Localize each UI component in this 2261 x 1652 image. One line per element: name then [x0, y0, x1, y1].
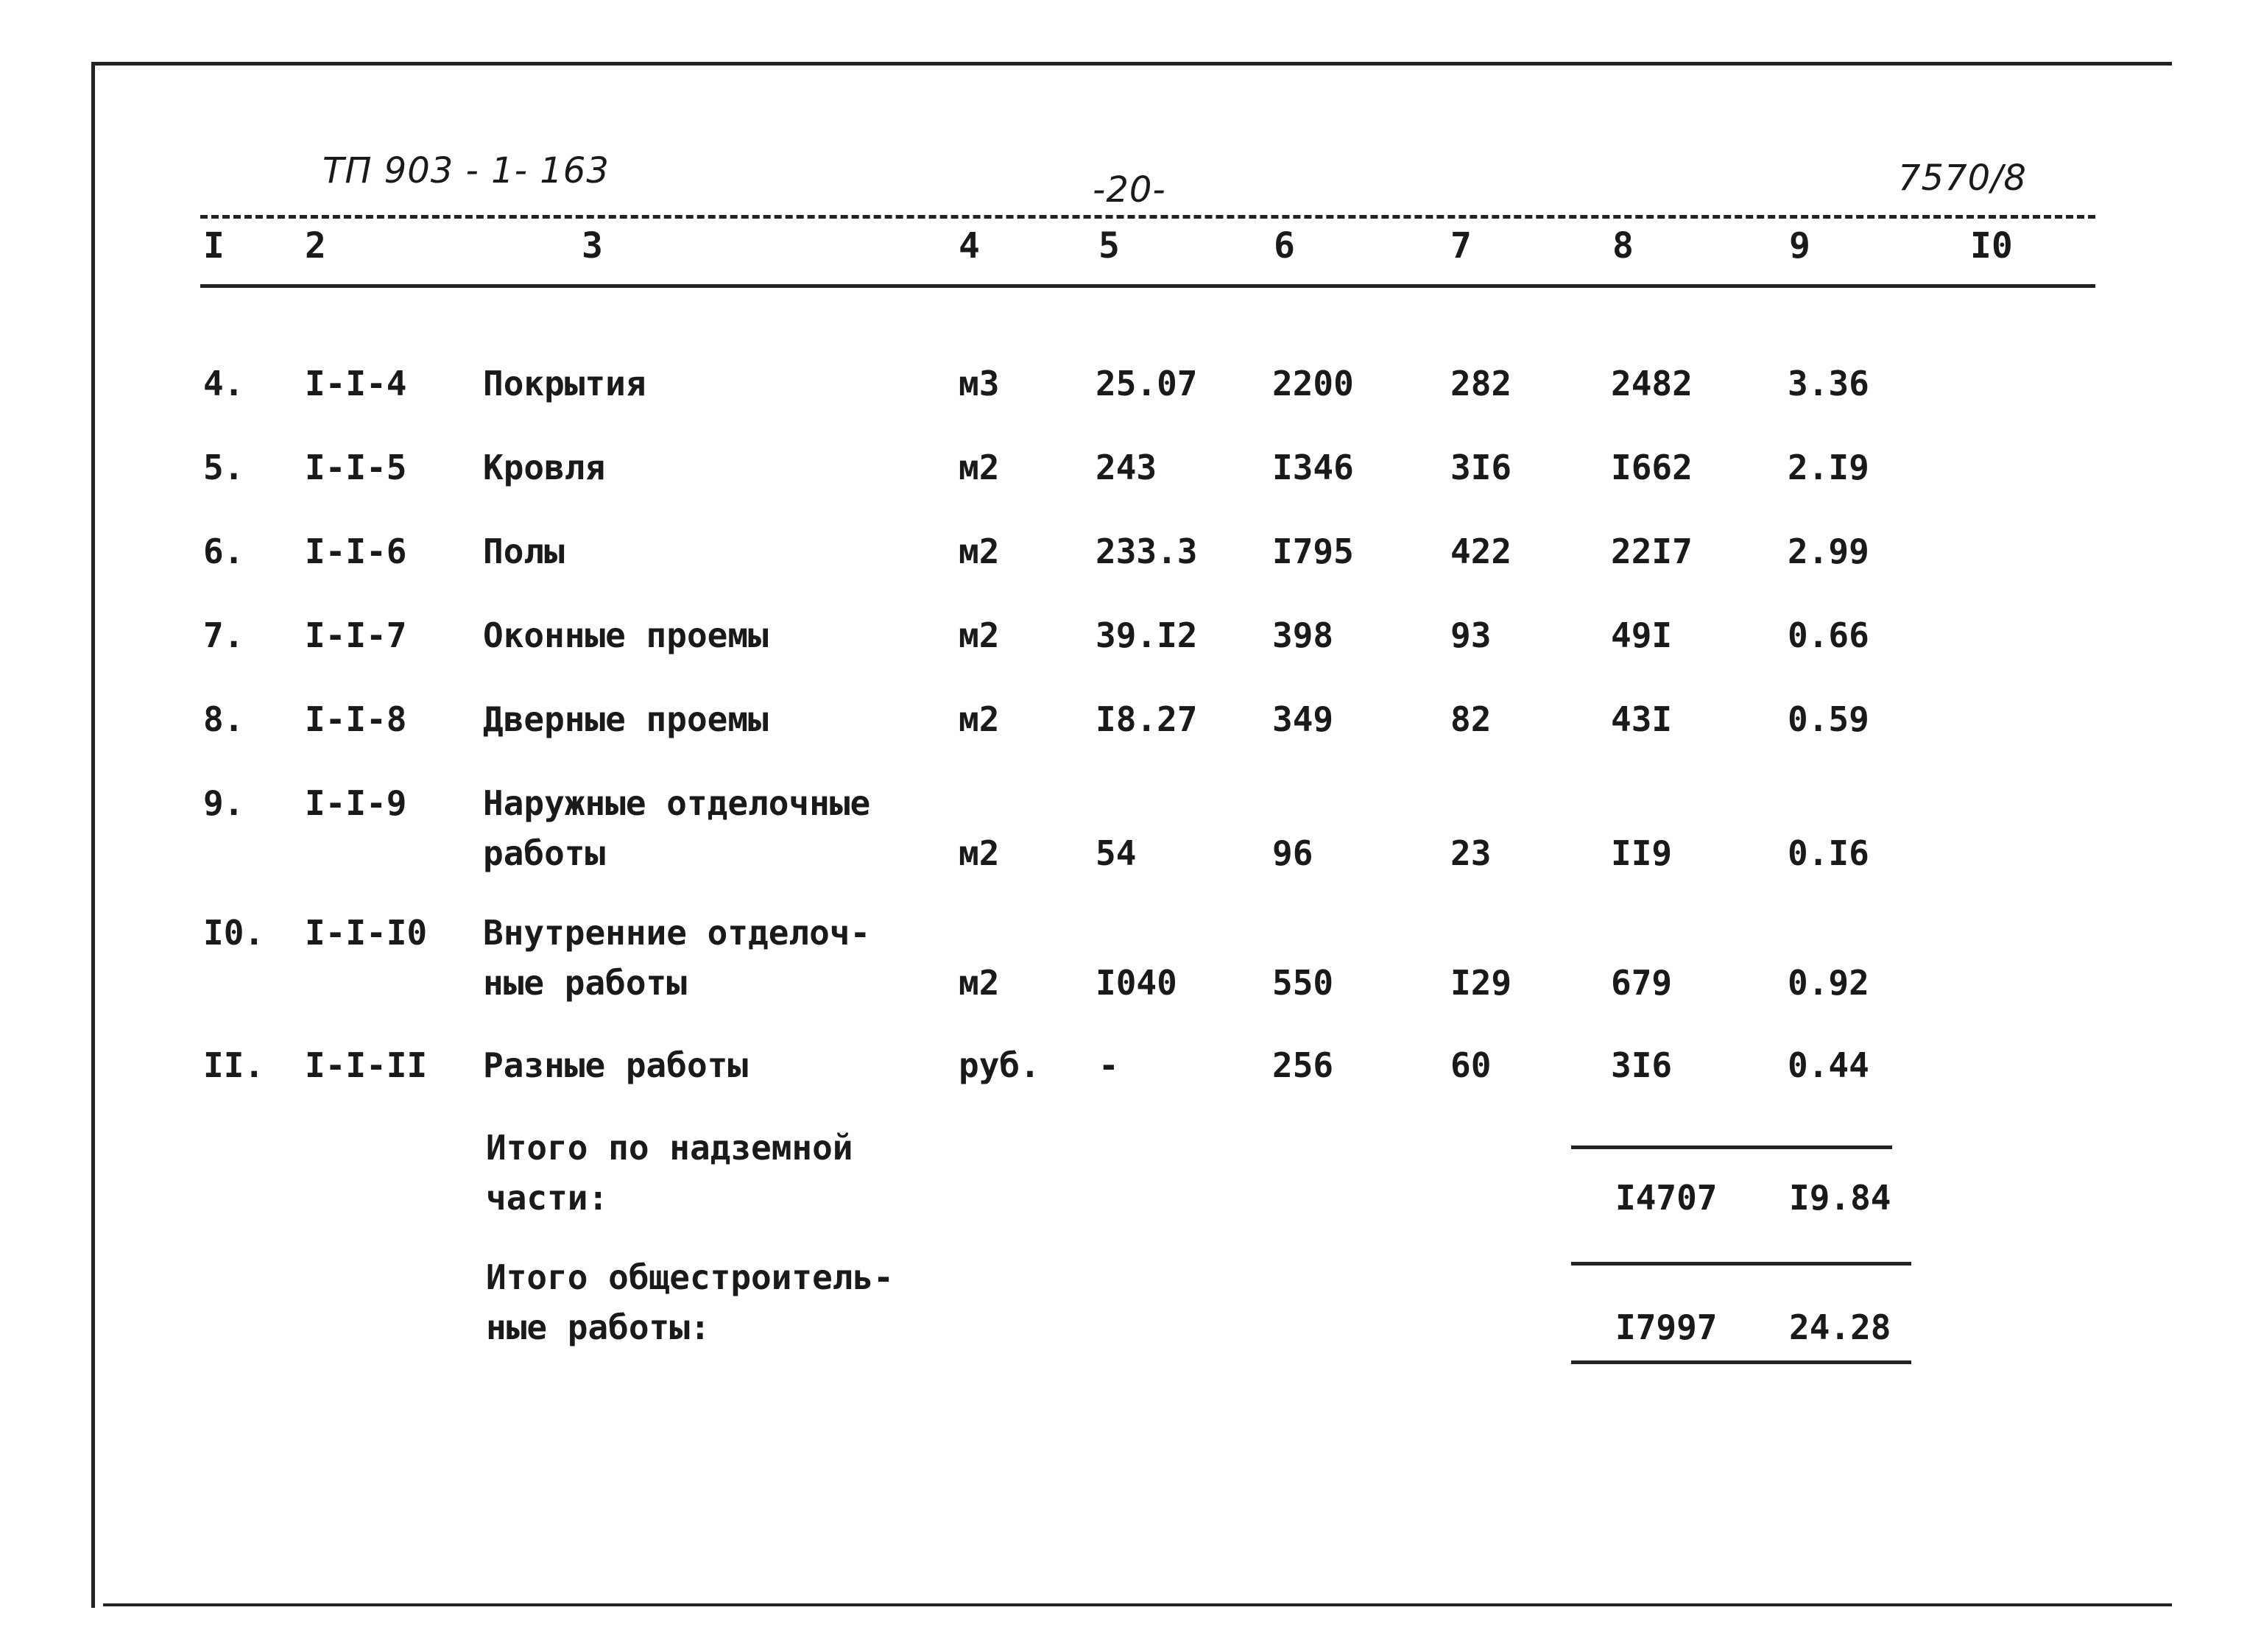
row-quantity: I8.27: [1096, 699, 1198, 739]
row-code: I-I-4: [305, 364, 407, 403]
row-col6: 256: [1272, 1045, 1334, 1085]
row-col7: 282: [1450, 364, 1512, 403]
total-col8: I4707: [1615, 1178, 1718, 1218]
doc-code: ТП 903 - 1- 163: [322, 150, 610, 191]
frame-left-border: [91, 62, 95, 1608]
row-col9: 0.92: [1788, 963, 1869, 1003]
row-quantity: -: [1098, 1045, 1119, 1085]
row-col6: 398: [1272, 615, 1334, 655]
total-col9: 24.28: [1789, 1307, 1891, 1347]
row-code: I-I-I0: [305, 913, 428, 953]
row-col7: 60: [1450, 1045, 1492, 1085]
row-col8: 679: [1611, 963, 1673, 1003]
total-label-line2: ные работы:: [486, 1307, 710, 1347]
column-header-6: 6: [1274, 225, 1295, 266]
row-col6: 550: [1272, 963, 1334, 1003]
row-number: I0.: [203, 913, 265, 953]
row-quantity: I040: [1096, 963, 1177, 1003]
row-col6: 349: [1272, 699, 1334, 739]
row-col9: 0.44: [1788, 1045, 1869, 1085]
row-col8: 3I6: [1611, 1045, 1673, 1085]
row-quantity: 243: [1096, 448, 1157, 487]
total-col9: I9.84: [1789, 1178, 1891, 1218]
row-number: 5.: [203, 448, 244, 487]
row-quantity: 54: [1096, 833, 1137, 873]
row-col7: 93: [1450, 615, 1492, 655]
row-col7: 23: [1450, 833, 1492, 873]
row-col9: 2.I9: [1788, 448, 1869, 487]
total-label-line1: Итого по надземной: [486, 1128, 853, 1168]
row-name: Разные работы: [483, 1045, 749, 1085]
total-underline: [1571, 1360, 1911, 1364]
column-header-3: 3: [582, 225, 603, 266]
column-header-9: 9: [1789, 225, 1810, 266]
row-code: I-I-5: [305, 448, 407, 487]
row-quantity: 39.I2: [1096, 615, 1198, 655]
row-name-line2: работы: [483, 833, 606, 873]
header-solid-rule: [200, 284, 2095, 288]
row-col7: I29: [1450, 963, 1512, 1003]
row-col8: II9: [1611, 833, 1673, 873]
total-rule: [1571, 1146, 1892, 1149]
total-col8: I7997: [1615, 1307, 1718, 1347]
row-col9: 2.99: [1788, 532, 1869, 571]
row-unit: м2: [959, 448, 1000, 487]
column-header-4: 4: [959, 225, 980, 266]
row-col6: I346: [1272, 448, 1354, 487]
row-col7: 422: [1450, 532, 1512, 571]
row-col8: 22I7: [1611, 532, 1693, 571]
row-name: Покрытия: [483, 364, 646, 403]
row-quantity: 233.3: [1096, 532, 1198, 571]
row-col9: 3.36: [1788, 364, 1869, 403]
row-name: Дверные проемы: [483, 699, 769, 739]
row-number: II.: [203, 1045, 265, 1085]
row-unit: м2: [959, 963, 1000, 1003]
sheet-code: 7570/8: [1898, 158, 2027, 199]
column-header-1: I: [203, 225, 225, 266]
row-code: I-I-6: [305, 532, 407, 571]
row-quantity: 25.07: [1096, 364, 1198, 403]
column-header-2: 2: [305, 225, 326, 266]
row-code: I-I-9: [305, 783, 407, 823]
row-unit: м3: [959, 364, 1000, 403]
row-unit: руб.: [959, 1045, 1040, 1085]
row-col6: 96: [1272, 833, 1313, 873]
frame-bottom-border: [103, 1603, 2172, 1606]
header-dashed-rule: [200, 215, 2095, 219]
row-col8: I662: [1611, 448, 1693, 487]
total-rule: [1571, 1262, 1911, 1266]
row-number: 9.: [203, 783, 244, 823]
row-number: 8.: [203, 699, 244, 739]
total-label-line1: Итого общестроитель-: [486, 1257, 894, 1297]
row-unit: м2: [959, 615, 1000, 655]
row-number: 7.: [203, 615, 244, 655]
column-header-10: I0: [1970, 225, 2013, 266]
row-col8: 49I: [1611, 615, 1673, 655]
page-number: -20-: [1093, 169, 1166, 211]
column-header-5: 5: [1098, 225, 1120, 266]
row-col8: 43I: [1611, 699, 1673, 739]
row-code: I-I-8: [305, 699, 407, 739]
row-name-line1: Внутренние отделоч-: [483, 913, 871, 953]
row-col6: I795: [1272, 532, 1354, 571]
total-label-line2: части:: [486, 1178, 609, 1218]
row-name: Оконные проемы: [483, 615, 769, 655]
column-header-7: 7: [1450, 225, 1472, 266]
frame-top-border: [91, 62, 2172, 66]
row-code: I-I-7: [305, 615, 407, 655]
row-col7: 3I6: [1450, 448, 1512, 487]
row-unit: м2: [959, 699, 1000, 739]
row-unit: м2: [959, 833, 1000, 873]
column-header-8: 8: [1612, 225, 1634, 266]
row-col7: 82: [1450, 699, 1492, 739]
row-number: 4.: [203, 364, 244, 403]
row-name: Полы: [483, 532, 565, 571]
row-col8: 2482: [1611, 364, 1693, 403]
row-code: I-I-II: [305, 1045, 428, 1085]
row-number: 6.: [203, 532, 244, 571]
row-col9: 0.59: [1788, 699, 1869, 739]
row-name: Кровля: [483, 448, 606, 487]
row-col9: 0.I6: [1788, 833, 1869, 873]
row-name-line2: ные работы: [483, 963, 687, 1003]
row-unit: м2: [959, 532, 1000, 571]
row-col9: 0.66: [1788, 615, 1869, 655]
row-col6: 2200: [1272, 364, 1354, 403]
row-name-line1: Наружные отделочные: [483, 783, 871, 823]
